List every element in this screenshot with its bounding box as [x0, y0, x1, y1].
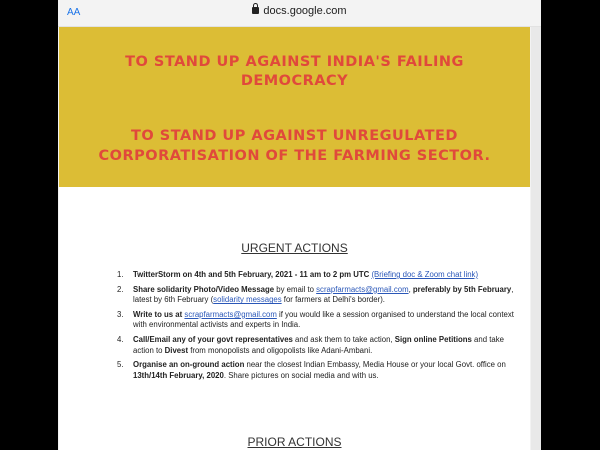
item-bold-text: Share solidarity Photo/Video Message [133, 284, 275, 294]
url-text: docs.google.com [263, 5, 347, 17]
list-item [117, 360, 517, 381]
banner-line-4: CORPORATISATION OF THE FARMING SECTOR. [98, 148, 491, 164]
banner-line-1: TO STAND UP AGAINST INDIA'S FAILING [125, 54, 464, 70]
item-number: 1. [117, 270, 124, 279]
item-text: by email to [274, 284, 317, 294]
item-text: if you would like a session organised to understand the local context with environmental activists and experts in India. [133, 309, 514, 330]
prior-actions-heading: PRIOR ACTIONS [247, 435, 342, 449]
item-bold-text: 13th/14th February, 2020 [133, 370, 224, 380]
urgent-actions-list [117, 270, 517, 385]
item-bold-text: Sign online Petitions [394, 334, 472, 344]
item-number: 2. [117, 284, 124, 294]
item-bold-text: Call/Email any of your govt representatives [133, 334, 293, 344]
item-number: 5. [117, 360, 124, 370]
list-item [117, 285, 517, 306]
urgent-actions-heading: URGENT ACTIONS [241, 241, 348, 255]
header-banner-image [59, 27, 530, 187]
list-item [117, 335, 517, 356]
solidarity-messages-link[interactable]: solidarity messages [213, 295, 282, 305]
item-text: , latest by 6th February ( [133, 284, 514, 305]
item-text: . Share pictures on social media and with us. [223, 370, 379, 380]
lock-icon [252, 7, 259, 14]
document-body [59, 187, 530, 450]
browser-window [58, 0, 541, 450]
address-bar[interactable] [58, 0, 541, 27]
email-link[interactable]: scrapfarmacts@gmail.com [316, 284, 409, 294]
item-bold-text: TwitterStorm on 4th and 5th February, 2021 - 11 am to 2 pm UTC [133, 270, 370, 279]
item-text: for farmers at Delhi's border). [281, 295, 385, 305]
item-text: , [408, 284, 413, 294]
item-bold-text: Write to us at [133, 309, 183, 319]
list-item [117, 310, 517, 331]
item-bold-text: Divest [164, 345, 189, 355]
banner-line-3: TO STAND UP AGAINST UNREGULATED [131, 128, 458, 144]
briefing-doc-link[interactable]: (Briefing doc & Zoom chat link) [371, 270, 479, 279]
item-number: 4. [117, 334, 124, 344]
item-text: and ask them to take action, [292, 334, 395, 344]
list-item [117, 270, 517, 281]
item-text: from monopolists and oligopolists like Adani-Ambani. [188, 345, 373, 355]
item-number: 3. [117, 309, 124, 319]
url-display[interactable] [58, 5, 541, 17]
item-bold-text: Organise an on-ground action [133, 360, 245, 370]
text-size-button[interactable]: AA [67, 7, 81, 18]
banner-line-2: DEMOCRACY [240, 73, 349, 89]
page-edge [531, 27, 541, 450]
item-text: and take action to [133, 334, 504, 355]
item-bold-text: preferably by 5th February [412, 284, 512, 294]
email-link[interactable]: scrapfarmacts@gmail.com [184, 309, 277, 319]
item-text: near the closest Indian Embassy, Media House or your local Govt. office on [244, 360, 506, 370]
